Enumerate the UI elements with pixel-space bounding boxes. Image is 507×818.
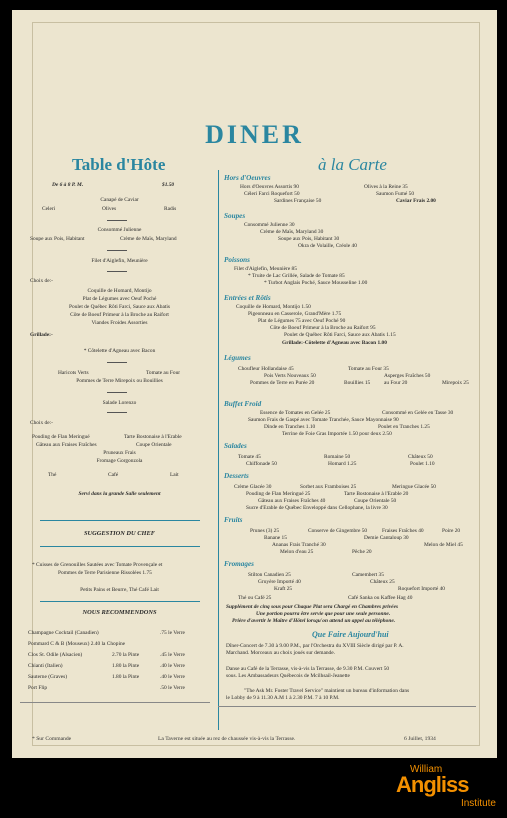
soup-item: Consommé Julienne <box>97 227 142 233</box>
choice-label: Choix de:- <box>30 278 53 284</box>
buffet-item: Essence de Tomates en Gelée 25 <box>260 410 331 416</box>
recommend-glass: .40 le Verre <box>160 663 185 669</box>
choice-label: Choix de:- <box>30 420 53 426</box>
recommend-name: Sauterne (Graves) <box>28 674 68 680</box>
buffet-item: Terrine de Foie Gras Importée 1.50 pour deux 2.50 <box>282 431 392 437</box>
footer-left: * Sur Commande <box>32 736 72 742</box>
divider <box>107 220 127 221</box>
legume-item: Mirepoix 25 <box>442 380 469 386</box>
drink-item: Thé <box>48 472 57 478</box>
fromage-item: Stilton Canadien 25 <box>248 572 291 578</box>
dessert-item: Tarte Bostonaise à l'Erable <box>124 434 182 440</box>
footer-rule-right <box>218 706 476 707</box>
menu-page <box>12 10 497 758</box>
divider <box>107 250 127 251</box>
recommend-name: Chianti (Italien) <box>28 663 63 669</box>
dessert-carte-item: Crème Glacée 30 <box>234 484 272 490</box>
recommend-glass: .75 le Verre <box>160 630 185 636</box>
poisson-item: * Turbot Anglais Poché, Sauce Mousseline 1.00 <box>264 280 368 286</box>
note-line: Supplément de cinq sous pour Chaque Plat sera Chargé en Chambres privées <box>226 604 399 610</box>
section-legumes: Légumes <box>224 354 251 362</box>
divider <box>107 412 127 413</box>
legume-item: Bouillies 15 <box>344 380 371 386</box>
grillade-item: * Côtelette d'Agneau avec Bacon <box>83 348 156 354</box>
salade-item: Chiffonade 50 <box>246 461 277 467</box>
fromage-item: Café Sanka ou Kaffee Hag 40 <box>348 595 413 601</box>
section-poissons: Poissons <box>224 256 250 264</box>
chef-top-rule <box>40 520 200 521</box>
dessert-carte-item: Pouding de Flan Meringué 25 <box>246 491 311 497</box>
fruit-item: Melon d'eau 25 <box>280 549 314 555</box>
drink-item: Lait <box>170 472 179 478</box>
soup-item: Soupe aux Pois, Habitant <box>30 236 85 242</box>
fruit-item: Pêche 20 <box>352 549 372 555</box>
soupe-item: Crème de Maïs, Maryland 30 <box>260 229 324 235</box>
soupe-item: Consommé Julienne 30 <box>244 222 295 228</box>
chef-rule <box>40 546 200 547</box>
chef-line: * Cuisses de Grenouilles Sautées avec Tomate Provençale et <box>32 562 163 568</box>
soupe-item: Okra de Volaille, Créole 40 <box>298 243 357 249</box>
price: $1.50 <box>162 182 175 188</box>
dessert-item: Gâteau aux Fraises Fraîches <box>36 442 97 448</box>
a-la-carte-heading: à la Carte <box>318 155 387 174</box>
fromage-item: Roquefort Importé 40 <box>398 586 446 592</box>
salade-item: Homard 1.25 <box>328 461 357 467</box>
recommend-glass: .45 le Verre <box>160 652 185 658</box>
recommend-bottle: 1.80 la Pinte <box>112 674 140 680</box>
poisson-item: Filet d'Aiglefin, Meunière 85 <box>234 266 297 272</box>
logo-main: Angliss <box>396 772 469 797</box>
hors-item: Olives à la Reine 35 <box>364 184 408 190</box>
dessert-carte-item: Coupe Orientale 50 <box>354 498 397 504</box>
dessert-carte-item: Tarte Bostonaise à l'Erable 20 <box>344 491 409 497</box>
salade-item: Châteux 50 <box>408 454 433 460</box>
today-line: Marchand. Morceaux au choix joués sur demande. <box>226 650 335 656</box>
recommend-name: Port Flip <box>28 685 48 691</box>
fruit-item: Conserve de Gingembre 50 <box>308 528 368 534</box>
section-entrees: Entrées et Rôtis <box>224 294 271 302</box>
hors-item: Hors d'Oeuvres Assortis 90 <box>240 184 299 190</box>
main-item: Poulet de Québec Rôti Farci, Sauce aux Abatis <box>69 304 170 310</box>
salade-item: Tomate 45 <box>238 454 261 460</box>
legume-item: Choufleur Hollandaise 45 <box>238 366 294 372</box>
recommend-bottle: 1.80 la Pinte <box>112 663 140 669</box>
legume-item: Pommes de Terre en Purée 20 <box>250 380 315 386</box>
fromage-item: Châteux 25 <box>370 579 395 585</box>
fruit-item: Melon de Miel 45 <box>424 542 463 548</box>
dessert-carte-item: Sucre d'Erable de Québec Enveloppé dans Cellophane, la livre 30 <box>246 505 388 511</box>
hors-item: Saumon Fumé 50 <box>376 191 415 197</box>
legume-item: Pois Verts Nouveaux 50 <box>264 373 316 379</box>
today-line: le Lobby de 9 à 11.30 A.M 1 à 2.30 P.M. 7 à 10 P.M. <box>226 695 340 701</box>
buffet-item: Saumon Frais de Gaspé avec Tomate Tranchée, Sauce Mayonnaise 90 <box>248 417 399 423</box>
recommend-name: Clos St. Odile (Alsacien) <box>28 652 83 658</box>
course1-item: Olives <box>102 206 117 212</box>
section-salades: Salades <box>224 442 247 450</box>
fruit-item: Prunes (3) 25 <box>250 528 280 534</box>
main-item: Viandes Froides Assorties <box>91 320 148 326</box>
fromage-item: Kraft 25 <box>274 586 293 592</box>
drink-item: Café <box>108 472 119 478</box>
logo-top: William <box>410 764 443 775</box>
footer-date: 6 Juillet, 1934 <box>404 736 436 742</box>
fruit-item: Banane 15 <box>264 535 287 541</box>
today-line: Dîner-Concert de 7.30 à 9.00 P.M., par l'Orchestra du XVIII Siècle dirigé par P. A. <box>226 643 404 649</box>
salad-item: Salade Lorenzo <box>102 400 137 406</box>
veg-item: Pommes de Terre Mirepoix ou Bouillies <box>76 378 163 384</box>
entree-item: Grillade:-Côtelette d'Agneau avec Bacon 1.00 <box>282 340 387 346</box>
buffet-item: Poulet en Tranches 1.25 <box>378 424 430 430</box>
hors-item: Céleri Farci Roquefort 50 <box>244 191 300 197</box>
fruit-item: Ananas Frais Tranché 30 <box>272 542 326 548</box>
hours: De 6 à 8 P. M. <box>52 182 84 188</box>
table-dhote-heading: Table d'Hôte <box>72 155 166 174</box>
salade-item: Poulet 1.10 <box>410 461 435 467</box>
today-line: Danse au Café de la Terrasse, vis-à-vis la Terrasse, de 9.30 P.M. Couvert 50 <box>226 666 390 672</box>
today-line: "The Ask Mr. Foster Travel Service" maintient un bureau d'information dans <box>244 688 410 694</box>
salade-item: Romaine 50 <box>324 454 351 460</box>
course1-item: Celeri <box>42 206 56 212</box>
fruit-item: Fraises Fraîches 40 <box>382 528 424 534</box>
main-item: Plat de Légumes avec Oeuf Poché <box>82 296 157 302</box>
fromage-item: Gruyère Importé 40 <box>258 579 301 585</box>
recommend-bottle: 2.70 la Pinte <box>112 652 140 658</box>
fish-item: Filet d'Aiglefin, Meunière <box>91 258 148 264</box>
entree-item: Pigeonneau en Casserole, Grand'Mère 1.75 <box>248 311 342 317</box>
poisson-item: * Truite de Lac Grillée, Salade de Tomate 85 <box>248 273 345 279</box>
today-line: sous. Les Ambassadeurs Québecois de Mcilhsail-Jeanette <box>226 673 350 679</box>
recommend-rule <box>40 601 200 602</box>
chef-title: SUGGESTION DU CHEF <box>83 530 156 537</box>
menu-title: DINER <box>205 120 304 149</box>
dessert-item: Pouding de Flan Meringué <box>32 434 90 440</box>
recommend-name: Pommard C & B (Mouseux) 2.40 la Chopine <box>28 641 126 647</box>
entree-item: Côte de Boeuf Primeur à la Broche au Raifort 95 <box>270 325 376 331</box>
footer-middle: La Taverne est située au rez de chaussée vis-à-vis la Terrasse. <box>158 736 296 742</box>
column-divider <box>218 170 219 730</box>
soupe-item: Soupe aux Pois, Habitant 30 <box>278 236 340 242</box>
dessert-item: Coupe Orientale <box>136 442 172 448</box>
soup-item: Crème de Maïs, Maryland <box>120 236 177 242</box>
course1-item: Radis <box>164 206 177 212</box>
section-soupes: Soupes <box>224 212 246 220</box>
buffet-item: Consommé en Gelée en Tasse 30 <box>382 410 454 416</box>
footer-rule-left <box>20 702 210 703</box>
divider <box>107 362 127 363</box>
grillade-label: Grillade:- <box>30 332 53 338</box>
veg-item: Tomate au Four <box>146 370 181 376</box>
note-line: Une portion pourra être servie que pour une seule personne. <box>256 611 391 617</box>
legume-item: au Four 20 <box>384 380 408 386</box>
logo-bottom: Institute <box>460 798 496 809</box>
served-note: Servi dans la grande Salle seulement <box>78 491 161 497</box>
dessert-carte-item: Gâteau aux Fraises Fraîches 40 <box>258 498 326 504</box>
note-line: Prière d'avertir le Maître d'Hôtel lorsqu'on attend un appel au téléphone. <box>232 618 396 624</box>
divider <box>107 392 127 393</box>
main-item: Coquille de Homard, Montijo <box>87 288 152 294</box>
legume-item: Tomate au Four 35 <box>348 366 389 372</box>
dessert-item: Fromage Gorgonzola <box>96 458 143 464</box>
fromage-item: Camembert 35 <box>352 572 384 578</box>
dessert-carte-item: Sorbet aux Framboises 25 <box>300 484 357 490</box>
fruit-item: Poire 20 <box>442 528 461 534</box>
course1-title: Canapé de Caviar <box>100 197 139 203</box>
hors-item: Caviar Frais 2.00 <box>396 198 436 204</box>
dessert-carte-item: Meringue Glacée 50 <box>392 484 437 490</box>
divider <box>107 271 127 272</box>
veg-item: Haricots Verts <box>58 370 89 376</box>
section-fruits: Fruits <box>224 516 243 524</box>
recommend-glass: .40 le Verre <box>160 674 185 680</box>
section-buffet: Buffet Froid <box>224 400 262 408</box>
dessert-item: Pruneaux Frais <box>103 450 136 456</box>
section-desserts: Desserts <box>224 472 249 480</box>
buffet-item: Dinde en Tranches 1.10 <box>264 424 316 430</box>
section-fromages: Fromages <box>224 560 254 568</box>
section-hors-doeuvres: Hors d'Oeuvres <box>224 174 271 182</box>
fromage-item: Thé ou Café 25 <box>238 595 272 601</box>
hors-item: Sardines Française 50 <box>274 198 322 204</box>
entree-item: Coquille de Homard, Montijo 1.50 <box>236 304 311 310</box>
william-angliss-logo <box>396 764 500 810</box>
recommend-glass: .50 le Verre <box>160 685 185 691</box>
entree-item: Poulet de Québec Rôti Farci, Sauce aux Abatis 1.15 <box>284 332 396 338</box>
main-item: Côte de Boeuf Primeur à la Broche au Raifort <box>70 312 169 318</box>
recommend-name: Champagne Cocktail (Canadien) <box>28 630 99 636</box>
entree-item: Plat de Légumes 75 avec Oeuf Poché 90 <box>258 318 346 324</box>
fruit-item: Demie Cantaloup 30 <box>364 535 409 541</box>
legume-item: Asperges Fraîches 50 <box>384 373 431 379</box>
today-title: Que Faire Aujourd'hui <box>312 630 389 639</box>
recommend-title: NOUS RECOMMENDONS <box>82 609 157 616</box>
chef-line: Petits Pains et Beurre, Thé Café Lait <box>80 587 159 593</box>
chef-line: Pommes de Terre Parisienne Rissolées 1.75 <box>58 570 152 576</box>
